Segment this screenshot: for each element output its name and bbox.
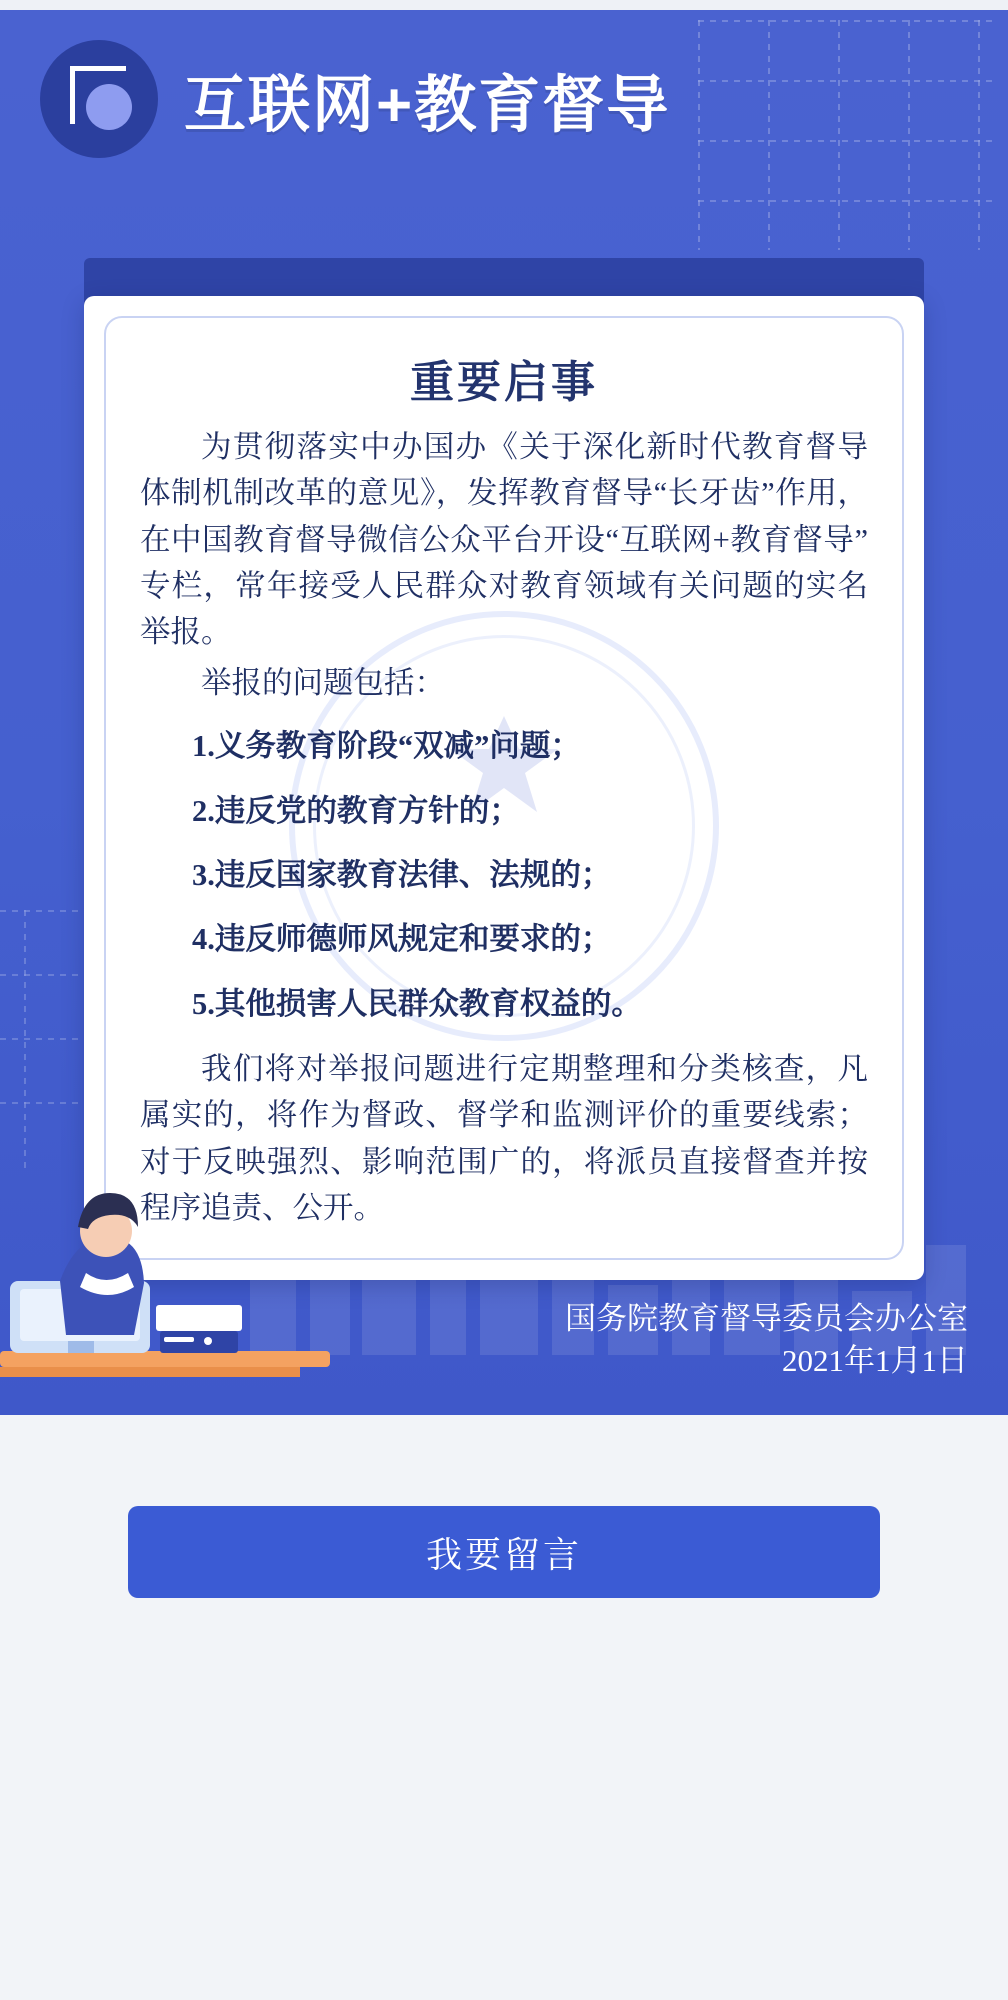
bottom-area [0, 1415, 1008, 2000]
signature-date: 2021年1月1日 [782, 1342, 968, 1378]
clock-circle-icon [40, 40, 158, 158]
status-strip [0, 0, 1008, 10]
dot-grid-decoration [698, 20, 998, 250]
leave-message-button[interactable]: 我要留言 [128, 1506, 880, 1598]
notice-paragraph-1: 为贯彻落实中办国办《关于深化新时代教育督导体制机制改革的意见》，发挥教育督导“长牙齿”作用，在中国教育督导微信公众平台开设“互联网+教育督导”专栏，常年接受人民群众对教育领域有关问题的实名举报。 [140, 430, 868, 650]
notice-item-list [140, 714, 868, 1036]
list-item: 4.违反师德师风规定和要求的； [192, 922, 612, 957]
signature-org: 国务院教育督导委员会办公室 [565, 1301, 968, 1336]
list-item: 1.义务教育阶段“双减”问题； [192, 729, 581, 764]
list-item: 5.其他损害人民群众教育权益的。 [192, 986, 642, 1021]
notice-paragraph-2: 举报的问题包括： [201, 665, 445, 700]
notice-title: 重要启事 [410, 358, 598, 407]
list-item: 3.违反国家教育法律、法规的； [192, 857, 612, 892]
notice-card [84, 296, 924, 1280]
list-item: 2.违反党的教育方针的； [192, 793, 520, 828]
signature-block [565, 1298, 968, 1382]
notice-closing-paragraph: 我们将对举报问题进行定期整理和分类核查，凡属实的，将作为督政、督学和监测评价的重要线索；对于反映强烈、影响范围广的，将派员直接督查并按程序追责、公开。 [140, 1051, 868, 1226]
poster-banner [0, 10, 1008, 1415]
page-title: 互联网+教育督导 [184, 70, 671, 140]
poster-header [40, 40, 670, 158]
